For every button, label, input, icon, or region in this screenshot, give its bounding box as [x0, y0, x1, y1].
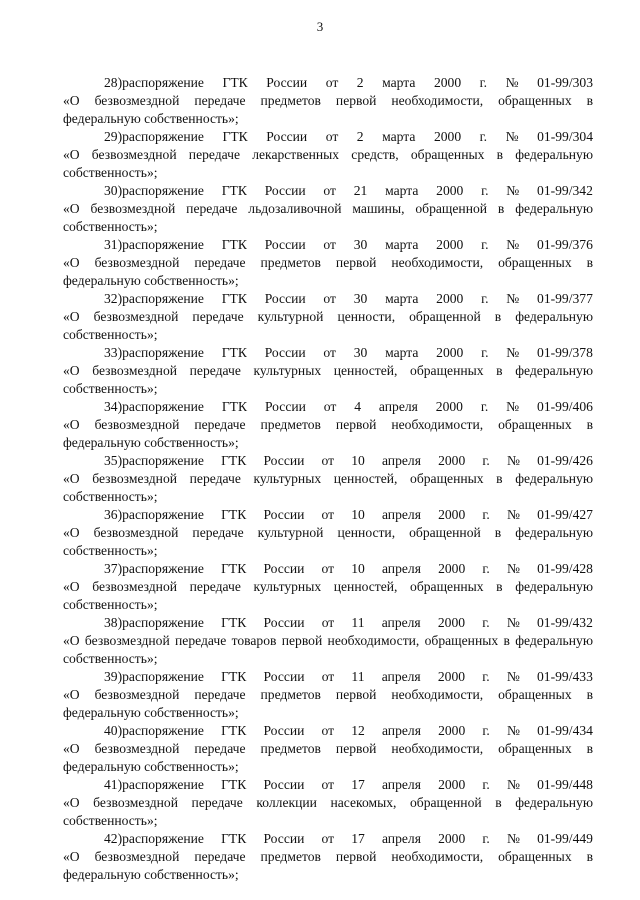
item-month: апреля — [381, 561, 421, 576]
item-no: № — [506, 561, 520, 576]
item-reg: 01-99/432 — [537, 615, 593, 630]
item-from: от — [321, 777, 335, 792]
item-title-text: «О безвозмездной передаче культурных ценностей, обращенных в федеральную собственность»; — [63, 579, 593, 612]
item-no: № — [506, 453, 520, 468]
item-year: 2000 — [436, 183, 464, 198]
item-no: № — [506, 723, 520, 738]
item-org: ГТК — [221, 507, 247, 522]
list-item — [63, 182, 593, 236]
item-day: 11 — [351, 615, 365, 630]
item-no: № — [506, 777, 520, 792]
item-heading-line — [63, 830, 593, 848]
item-day: 21 — [353, 183, 368, 198]
item-title-text: «О безвозмездной передаче культурной ценности, обращенной в федеральную собственность»; — [63, 525, 593, 558]
item-g: г. — [481, 237, 489, 252]
item-number-group — [104, 452, 204, 470]
item-day: 30 — [353, 237, 368, 252]
item-org: ГТК — [221, 183, 247, 198]
item-from: от — [323, 291, 336, 306]
item-org: ГТК — [221, 615, 247, 630]
item-number-group — [104, 560, 204, 578]
item-country: России — [263, 777, 305, 792]
item-title-text: «О безвозмездной передаче культурных ценностей, обращенных в федеральную собственность»; — [63, 471, 593, 504]
item-heading-line — [63, 614, 593, 632]
item-heading-line — [63, 290, 593, 308]
item-from: от — [323, 183, 336, 198]
item-month: апреля — [381, 453, 421, 468]
item-doc: распоряжение — [122, 453, 204, 468]
item-no: № — [506, 615, 520, 630]
item-reg: 01-99/303 — [537, 75, 593, 90]
item-doc: распоряжение — [122, 723, 204, 738]
item-number-group — [104, 128, 204, 146]
item-day: 12 — [351, 723, 365, 738]
item-title-text: «О безвозмездной передаче культурной ценности, обращенной в федеральную собственность»; — [63, 309, 593, 342]
item-title-text: «О безвозмездной передаче предметов первой необходимости, обращенных в федеральную собственность»; — [63, 417, 593, 450]
item-reg: 01-99/377 — [537, 291, 593, 306]
item-from: от — [325, 75, 339, 90]
list-item — [63, 236, 593, 290]
item-no: № — [505, 75, 519, 90]
item-no: № — [506, 183, 520, 198]
item-doc: распоряжение — [122, 291, 204, 306]
item-org: ГТК — [221, 453, 247, 468]
item-day: 10 — [351, 453, 365, 468]
item-org: ГТК — [221, 291, 247, 306]
item-heading-line — [63, 668, 593, 686]
item-reg: 01-99/449 — [537, 831, 593, 846]
item-from: от — [323, 237, 336, 252]
item-heading-line — [63, 722, 593, 740]
item-month: марта — [385, 183, 419, 198]
item-number-group — [104, 722, 204, 740]
item-org: ГТК — [221, 669, 247, 684]
item-from: от — [321, 669, 335, 684]
item-day: 30 — [353, 291, 368, 306]
item-number-group — [104, 344, 204, 362]
item-org: ГТК — [222, 75, 248, 90]
item-year: 2000 — [438, 507, 466, 522]
item-heading-line — [63, 398, 593, 416]
list-item — [63, 452, 593, 506]
item-heading-line — [63, 560, 593, 578]
item-month: апреля — [381, 831, 421, 846]
item-number-group — [104, 398, 204, 416]
item-month: апреля — [378, 399, 418, 414]
item-doc: распоряжение — [122, 237, 204, 252]
item-no: № — [506, 831, 520, 846]
item-title-text: «О безвозмездной передаче коллекции насекомых, обращенной в федеральную собственность»; — [63, 795, 593, 828]
item-num: 34) — [104, 399, 123, 414]
item-heading-line — [63, 236, 593, 254]
item-day: 30 — [353, 345, 368, 360]
item-year: 2000 — [433, 75, 462, 90]
item-doc: распоряжение — [122, 507, 204, 522]
item-month: марта — [385, 345, 419, 360]
item-g: г. — [482, 453, 490, 468]
item-doc: распоряжение — [122, 615, 204, 630]
item-title-text: «О безвозмездной передаче льдозаливочной машины, обращенной в федеральную собственность»; — [63, 201, 593, 234]
item-org: ГТК — [221, 345, 247, 360]
item-year: 2000 — [436, 291, 464, 306]
item-title-text: «О безвозмездной передаче лекарственных средств, обращенных в федеральную собственность»; — [63, 147, 593, 180]
item-heading-line — [63, 182, 593, 200]
item-num: 29) — [104, 129, 123, 144]
item-year: 2000 — [437, 615, 466, 630]
item-reg: 01-99/433 — [537, 669, 593, 684]
list-item — [63, 776, 593, 830]
item-num: 28) — [104, 75, 123, 90]
item-heading-line — [63, 506, 593, 524]
item-heading-line — [63, 128, 593, 146]
item-no: № — [506, 669, 520, 684]
item-from: от — [323, 345, 336, 360]
item-org: ГТК — [222, 129, 248, 144]
item-day: 10 — [351, 507, 365, 522]
item-g: г. — [479, 129, 488, 144]
item-country: России — [263, 507, 305, 522]
list-item — [63, 128, 593, 182]
item-org: ГТК — [221, 777, 247, 792]
item-from: от — [321, 831, 335, 846]
list-item — [63, 560, 593, 614]
item-reg: 01-99/434 — [537, 723, 593, 738]
item-no: № — [506, 237, 520, 252]
item-day: 10 — [351, 561, 365, 576]
item-number-group — [104, 236, 204, 254]
item-from: от — [321, 507, 335, 522]
item-doc: распоряжение — [122, 399, 204, 414]
item-month: апреля — [381, 615, 421, 630]
item-num: 35) — [104, 453, 123, 468]
item-number-group — [104, 74, 204, 92]
item-country: России — [266, 75, 308, 90]
document-body — [63, 74, 593, 884]
list-item — [63, 830, 593, 884]
item-num: 32) — [104, 291, 123, 306]
item-country: России — [263, 615, 305, 630]
item-month: апреля — [381, 507, 421, 522]
item-num: 41) — [104, 777, 123, 792]
item-no: № — [506, 399, 520, 414]
item-number-group — [104, 290, 204, 308]
item-reg: 01-99/376 — [537, 237, 593, 252]
item-country: России — [264, 399, 306, 414]
item-country: России — [266, 129, 308, 144]
item-reg: 01-99/342 — [537, 183, 593, 198]
item-g: г. — [482, 669, 490, 684]
item-day: 2 — [356, 129, 364, 144]
item-month: марта — [385, 237, 419, 252]
item-num: 42) — [104, 831, 123, 846]
item-number-group — [104, 182, 204, 200]
item-reg: 01-99/448 — [537, 777, 593, 792]
item-doc: распоряжение — [122, 669, 204, 684]
item-from: от — [321, 561, 335, 576]
item-year: 2000 — [435, 399, 463, 414]
page-number: 3 — [316, 19, 324, 34]
item-month: апреля — [381, 723, 421, 738]
item-num: 38) — [104, 615, 123, 630]
item-g: г. — [480, 399, 489, 414]
item-month: марта — [385, 291, 419, 306]
item-month: марта — [382, 129, 416, 144]
item-doc: распоряжение — [122, 129, 204, 144]
item-from: от — [321, 453, 335, 468]
item-day: 4 — [354, 399, 362, 414]
item-number-group — [104, 614, 204, 632]
item-from: от — [323, 399, 337, 414]
item-g: г. — [481, 345, 489, 360]
list-item — [63, 614, 593, 668]
item-org: ГТК — [221, 237, 247, 252]
item-g: г. — [481, 291, 489, 306]
item-heading-line — [63, 776, 593, 794]
item-num: 36) — [104, 507, 123, 522]
item-doc: распоряжение — [122, 345, 204, 360]
item-g: г. — [482, 615, 490, 630]
item-no: № — [506, 507, 520, 522]
item-year: 2000 — [437, 669, 466, 684]
item-no: № — [505, 129, 519, 144]
item-num: 33) — [104, 345, 123, 360]
list-item — [63, 398, 593, 452]
item-year: 2000 — [436, 345, 464, 360]
item-g: г. — [482, 561, 490, 576]
item-heading-line — [63, 74, 593, 92]
item-title-text: «О безвозмездной передаче предметов первой необходимости, обращенных в федеральную собственность»; — [63, 255, 593, 288]
item-org: ГТК — [221, 399, 248, 414]
item-num: 31) — [104, 237, 123, 252]
item-org: ГТК — [221, 831, 247, 846]
item-g: г. — [482, 831, 490, 846]
item-org: ГТК — [221, 723, 247, 738]
item-reg: 01-99/427 — [537, 507, 593, 522]
item-doc: распоряжение — [122, 831, 204, 846]
item-num: 40) — [104, 723, 123, 738]
item-title-text: «О безвозмездной передаче предметов первой необходимости, обращенных в федеральную собственность»; — [63, 687, 593, 720]
list-item — [63, 506, 593, 560]
item-doc: распоряжение — [122, 777, 204, 792]
item-num: 30) — [104, 183, 123, 198]
item-doc: распоряжение — [122, 183, 204, 198]
item-year: 2000 — [436, 237, 464, 252]
item-year: 2000 — [438, 561, 466, 576]
item-number-group — [104, 776, 204, 794]
item-reg: 01-99/426 — [537, 453, 593, 468]
item-year: 2000 — [433, 129, 462, 144]
item-country: России — [264, 291, 306, 306]
item-country: России — [264, 183, 306, 198]
item-month: апреля — [381, 777, 421, 792]
item-number-group — [104, 506, 204, 524]
item-year: 2000 — [438, 453, 466, 468]
list-item — [63, 74, 593, 128]
item-country: России — [263, 453, 305, 468]
list-item — [63, 290, 593, 344]
item-country: России — [263, 561, 305, 576]
list-item — [63, 344, 593, 398]
item-reg: 01-99/428 — [537, 561, 593, 576]
item-g: г. — [482, 777, 490, 792]
item-from: от — [325, 129, 339, 144]
item-number-group — [104, 830, 204, 848]
item-title-text: «О безвозмездной передаче предметов первой необходимости, обращенных в федеральную собственность»; — [63, 741, 593, 774]
item-g: г. — [479, 75, 488, 90]
item-number-group — [104, 668, 204, 686]
item-year: 2000 — [438, 831, 466, 846]
list-item — [63, 722, 593, 776]
item-doc: распоряжение — [122, 75, 204, 90]
item-g: г. — [481, 183, 489, 198]
item-g: г. — [482, 723, 490, 738]
item-title-text: «О безвозмездной передаче культурных ценностей, обращенных в федеральную собственность»; — [63, 363, 593, 396]
list-item — [63, 668, 593, 722]
item-day: 17 — [351, 777, 365, 792]
item-day: 11 — [351, 669, 365, 684]
item-org: ГТК — [221, 561, 247, 576]
item-country: России — [263, 831, 305, 846]
item-reg: 01-99/406 — [537, 399, 593, 414]
item-title-text: «О безвозмездной передаче предметов первой необходимости, обращенных в федеральную собственность»; — [63, 93, 593, 126]
item-reg: 01-99/304 — [537, 129, 593, 144]
item-title-text: «О безвозмездной передаче предметов первой необходимости, обращенных в федеральную собственность»; — [63, 849, 593, 882]
item-num: 37) — [104, 561, 123, 576]
item-country: России — [263, 723, 305, 738]
item-g: г. — [482, 507, 490, 522]
item-country: России — [264, 345, 306, 360]
item-heading-line — [63, 452, 593, 470]
item-day: 2 — [356, 75, 364, 90]
item-year: 2000 — [438, 777, 466, 792]
item-no: № — [506, 345, 520, 360]
item-country: России — [263, 669, 305, 684]
item-year: 2000 — [438, 723, 466, 738]
item-num: 39) — [104, 669, 123, 684]
item-day: 17 — [351, 831, 365, 846]
item-no: № — [506, 291, 520, 306]
item-heading-line — [63, 344, 593, 362]
item-month: апреля — [381, 669, 421, 684]
item-reg: 01-99/378 — [537, 345, 593, 360]
item-doc: распоряжение — [122, 561, 204, 576]
item-from: от — [321, 615, 335, 630]
item-month: марта — [382, 75, 416, 90]
item-from: от — [321, 723, 335, 738]
item-country: России — [264, 237, 306, 252]
item-title-text: «О безвозмездной передаче товаров первой необходимости, обращенных в федеральную собственность»; — [63, 633, 593, 666]
